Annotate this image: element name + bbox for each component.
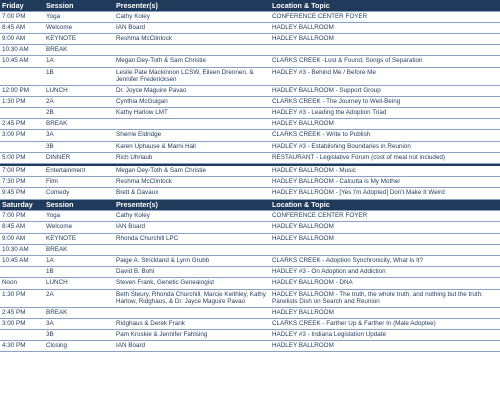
location-topic-cell: CLARKS CREEK - The Journey to Well-Being (270, 96, 500, 107)
location-topic-cell: HADLEY BALLROOM (270, 222, 500, 233)
session-cell: Film (44, 177, 114, 188)
presenter-cell: Dr. Joyce Maguire Pavao (114, 85, 270, 96)
location-topic-cell: HADLEY BALLROOM - Calcutta is My Mother (270, 177, 500, 188)
time-cell: 9:00 AM (0, 233, 44, 244)
session-cell: LUNCH (44, 278, 114, 289)
time-cell: 9:45 PM (0, 188, 44, 199)
location-topic-cell: HADLEY BALLROOM (270, 307, 500, 318)
location-topic-cell: HADLEY BALLROOM - Support Group (270, 85, 500, 96)
session-cell: KEYNOTE (44, 233, 114, 244)
location-topic-cell: HADLEY #3 - On Adoption and Addiction (270, 267, 500, 278)
time-cell: 2:45 PM (0, 307, 44, 318)
presenter-cell: IAN Board (114, 341, 270, 352)
session-cell: BREAK (44, 119, 114, 130)
presenter-cell: Paige A. Strickland & Lynn Grubb (114, 255, 270, 266)
time-cell (0, 141, 44, 152)
session-cell: Welcome (44, 22, 114, 33)
session-cell: BREAK (44, 244, 114, 255)
schedule-row (0, 211, 500, 222)
session-cell: KEYNOTE (44, 33, 114, 44)
location-topic-cell: HADLEY BALLROOM - Music (270, 166, 500, 177)
header-presenter-cell: Presenter(s) (114, 199, 270, 211)
time-cell: 1:30 PM (0, 289, 44, 307)
session-cell: 2A (44, 289, 114, 307)
schedule-row (0, 96, 500, 107)
presenter-cell: Steven Frank, Genetic Genealogist (114, 278, 270, 289)
schedule-row (0, 330, 500, 341)
presenter-cell: Sherrie Eldridge (114, 130, 270, 141)
location-topic-cell: HADLEY #3 - Establishing Boundaries in Reunion (270, 141, 500, 152)
presenter-cell: Cathy Koley (114, 211, 270, 222)
time-cell (0, 330, 44, 341)
location-topic-cell: HADLEY BALLROOM - [Yes I'm Adopted] Don't Make It Weird (270, 188, 500, 199)
schedule-row (0, 108, 500, 119)
session-cell: Yoga (44, 211, 114, 222)
time-cell: 8:45 AM (0, 22, 44, 33)
location-topic-cell: CLARKS CREEK - Farther Up & Farther In (Male Adoptee) (270, 318, 500, 329)
presenter-cell: Cathy Koley (114, 11, 270, 22)
schedule-row (0, 188, 500, 199)
schedule-row (0, 267, 500, 278)
schedule-row (0, 341, 500, 352)
location-topic-cell: HADLEY #3 - Behind Me / Before Me (270, 67, 500, 85)
time-cell: 1:30 PM (0, 96, 44, 107)
schedule-row (0, 166, 500, 177)
schedule-row (0, 33, 500, 44)
friday-header-row (0, 0, 500, 11)
location-topic-cell: HADLEY BALLROOM (270, 119, 500, 130)
schedule-row (0, 177, 500, 188)
session-cell: 1B (44, 67, 114, 85)
schedule-row (0, 307, 500, 318)
schedule-row (0, 278, 500, 289)
time-cell: 10:45 AM (0, 255, 44, 266)
time-cell: 3:00 PM (0, 318, 44, 329)
time-cell: 10:30 AM (0, 244, 44, 255)
session-cell: DINNER (44, 152, 114, 163)
session-cell: Yoga (44, 11, 114, 22)
time-cell (0, 108, 44, 119)
header-presenter-cell: Presenter(s) (114, 0, 270, 11)
presenter-cell: Beth Steury, Rhonda Churchill, Marcie Keithley, Kathy Harlow, Ridghaus, & Dr. Jayce Maguire Pavao (114, 289, 270, 307)
presenter-cell (114, 119, 270, 130)
location-topic-cell: HADLEY BALLROOM - DNA (270, 278, 500, 289)
time-cell: 7:00 PM (0, 166, 44, 177)
location-topic-cell: HADLEY BALLROOM - The truth, the whole truth, and nothing but the truth: Panelists Dish on Search and Reunion (270, 289, 500, 307)
schedule-row (0, 22, 500, 33)
presenter-cell: IAN Board (114, 222, 270, 233)
session-cell: Entertainment (44, 166, 114, 177)
presenter-cell (114, 45, 270, 56)
session-cell: LUNCH (44, 85, 114, 96)
presenter-cell: Brett & Davaux (114, 188, 270, 199)
time-cell: 12:00 PM (0, 85, 44, 96)
time-cell: 10:45 AM (0, 56, 44, 67)
presenter-cell (114, 307, 270, 318)
schedule-row (0, 85, 500, 96)
schedule-row (0, 289, 500, 307)
schedule-row (0, 45, 500, 56)
presenter-cell: Karen Uphause & Marni Hall (114, 141, 270, 152)
session-cell: 1A (44, 255, 114, 266)
header-session-cell: Session (44, 199, 114, 211)
time-cell: 7:00 PM (0, 211, 44, 222)
time-cell: 7:00 PM (0, 11, 44, 22)
session-cell: 1A (44, 56, 114, 67)
location-topic-cell: HADLEY #3 - Leading the Adoption Triad (270, 108, 500, 119)
time-cell: 10:30 AM (0, 45, 44, 56)
schedule-row (0, 233, 500, 244)
presenter-cell (114, 244, 270, 255)
schedule-row (0, 141, 500, 152)
schedule-row (0, 152, 500, 163)
time-cell: 3:00 PM (0, 130, 44, 141)
header-location-topic-cell: Location & Topic (270, 199, 500, 211)
session-cell: 2A (44, 96, 114, 107)
location-topic-cell (270, 45, 500, 56)
session-cell: Comedy (44, 188, 114, 199)
location-topic-cell: CONFERENCE CENTER FOYER (270, 11, 500, 22)
location-topic-cell: CLARKS CREEK - Adoption Synchronicity, What Is It? (270, 255, 500, 266)
presenter-cell: Ridghaus & Derek Frank (114, 318, 270, 329)
session-cell: 3B (44, 330, 114, 341)
session-cell: BREAK (44, 45, 114, 56)
session-cell: Closing (44, 341, 114, 352)
location-topic-cell (270, 244, 500, 255)
header-time-cell: Friday (0, 0, 44, 11)
location-topic-cell: CLARKS CREEK -Lost & Found, Songs of Separation (270, 56, 500, 67)
time-cell: Noon (0, 278, 44, 289)
presenter-cell: David B. Bohl (114, 267, 270, 278)
session-cell: 1B (44, 267, 114, 278)
location-topic-cell: HADLEY BALLROOM (270, 33, 500, 44)
schedule-row (0, 130, 500, 141)
session-cell: Welcome (44, 222, 114, 233)
location-topic-cell: CLARKS CREEK - Write to Publish (270, 130, 500, 141)
presenter-cell: Megan Dey-Toth & Sam Christie (114, 166, 270, 177)
session-cell: 2B (44, 108, 114, 119)
saturday-header-row (0, 199, 500, 211)
location-topic-cell: HADLEY BALLROOM (270, 233, 500, 244)
schedule-row (0, 222, 500, 233)
session-cell: 3A (44, 130, 114, 141)
time-cell (0, 267, 44, 278)
time-cell (0, 67, 44, 85)
time-cell: 5:00 PM (0, 152, 44, 163)
presenter-cell: Rhonda Churchill LPC (114, 233, 270, 244)
presenter-cell: Kathy Harlow LMT (114, 108, 270, 119)
presenter-cell: Megan Dey-Toth & Sam Christie (114, 56, 270, 67)
schedule-row (0, 318, 500, 329)
time-cell: 4:30 PM (0, 341, 44, 352)
presenter-cell: Cynthia McGuigan (114, 96, 270, 107)
presenter-cell: Rich Uhrlaub (114, 152, 270, 163)
schedule-row (0, 255, 500, 266)
presenter-cell: Reshma McClintock (114, 33, 270, 44)
header-session-cell: Session (44, 0, 114, 11)
session-cell: BREAK (44, 307, 114, 318)
schedule-row (0, 11, 500, 22)
location-topic-cell: HADLEY #3 - Indiana Legislation Update (270, 330, 500, 341)
header-time-cell: Saturday (0, 199, 44, 211)
presenter-cell: Pam Kroskie & Jennifer Fahlsing (114, 330, 270, 341)
time-cell: 7:30 PM (0, 177, 44, 188)
schedule-row (0, 67, 500, 85)
location-topic-cell: CONFERENCE CENTER FOYER (270, 211, 500, 222)
location-topic-cell: HADLEY BALLROOM (270, 22, 500, 33)
session-cell: 3B (44, 141, 114, 152)
location-topic-cell: RESTAURANT - Legislative Forum (cost of meal not included) (270, 152, 500, 163)
presenter-cell: IAN Board (114, 22, 270, 33)
time-cell: 9:00 AM (0, 33, 44, 44)
time-cell: 2:45 PM (0, 119, 44, 130)
header-location-topic-cell: Location & Topic (270, 0, 500, 11)
presenter-cell: Reshma McClintock (114, 177, 270, 188)
presenter-cell: Leslie Pate Mackinnon LCSW, Eileen Drennen, & Jennifer Fredericksen (114, 67, 270, 85)
schedule-row (0, 244, 500, 255)
schedule-row (0, 56, 500, 67)
location-topic-cell: HADLEY BALLROOM (270, 341, 500, 352)
schedule-row (0, 119, 500, 130)
session-cell: 3A (44, 318, 114, 329)
time-cell: 8:45 AM (0, 222, 44, 233)
